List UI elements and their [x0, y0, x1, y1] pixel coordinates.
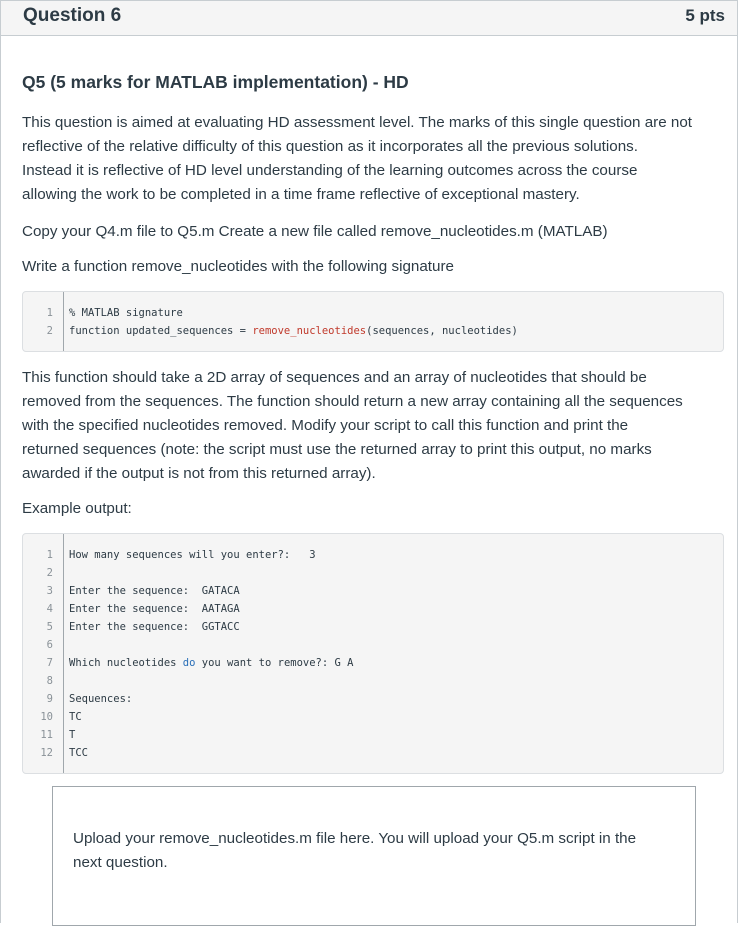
question-title: Question 6 — [23, 5, 122, 26]
code-text: function updated_sequences = remove_nucleotides(sequences, nucleotides) — [69, 325, 518, 337]
code-line — [23, 600, 723, 618]
upload-line: next question. — [73, 854, 168, 871]
line-number: 7 — [46, 657, 53, 669]
file-upload-area[interactable] — [52, 786, 696, 926]
line-number: 9 — [46, 693, 53, 705]
code-line — [23, 582, 723, 600]
intro-line: allowing the work to be completed in a time frame reflective of exceptional mastery. — [22, 186, 580, 203]
description-line: This function should take a 2D array of sequences and an array of nucleotides that should be — [22, 369, 647, 386]
line-number: 2 — [46, 567, 53, 579]
code-text: % MATLAB signature — [69, 307, 183, 319]
description-line: removed from the sequences. The function should return a new array containing all the sequences — [22, 393, 683, 410]
example-label: Example output: — [22, 500, 132, 517]
code-line — [23, 708, 723, 726]
code-line — [23, 618, 723, 636]
code-text: Enter the sequence: AATAGA — [69, 603, 240, 615]
code-text: Enter the sequence: GATACA — [69, 585, 240, 597]
signature-code-block[interactable] — [22, 291, 724, 352]
code-text: How many sequences will you enter?: 3 — [69, 549, 316, 561]
code-line — [23, 690, 723, 708]
line-number: 3 — [46, 585, 53, 597]
line-number: 6 — [46, 639, 53, 651]
description-line: awarded if the output is not from this returned array). — [22, 465, 376, 482]
line-number: 8 — [46, 675, 53, 687]
code-text: Sequences: — [69, 693, 133, 705]
copy-instruction: Copy your Q4.m file to Q5.m Create a new file called remove_nucleotides.m (MATLAB) — [22, 223, 608, 240]
code-text: TCC — [69, 747, 88, 759]
line-number: 5 — [46, 621, 53, 633]
code-line — [23, 546, 723, 564]
example-code-block[interactable] — [22, 533, 724, 774]
description-line: with the specified nucleotides removed. Modify your script to call this function and print the — [22, 417, 629, 434]
line-number: 1 — [46, 307, 53, 319]
question-heading: Q5 (5 marks for MATLAB implementation) - HD — [22, 72, 409, 92]
line-number: 11 — [40, 729, 53, 741]
question-header — [0, 0, 738, 36]
question-points: 5 pts — [685, 6, 725, 25]
description-paragraph — [22, 366, 722, 486]
code-line — [23, 744, 723, 762]
line-number: 1 — [46, 549, 53, 561]
code-line — [23, 672, 723, 690]
code-text: TC — [69, 711, 82, 723]
code-line — [23, 726, 723, 744]
intro-line: This question is aimed at evaluating HD assessment level. The marks of this single question are not — [22, 114, 692, 131]
code-text: T — [69, 729, 76, 741]
line-number: 10 — [40, 711, 53, 723]
line-number: 4 — [46, 603, 53, 615]
code-text: Enter the sequence: GGTACC — [69, 621, 240, 633]
description-line: returned sequences (note: the script must use the returned array to print this output, no marks — [22, 441, 652, 458]
write-instruction: Write a function remove_nucleotides with the following signature — [22, 258, 454, 275]
line-number: 12 — [40, 747, 53, 759]
code-line — [23, 322, 723, 340]
intro-paragraph — [22, 111, 722, 207]
code-text: Which nucleotides do you want to remove?: G A — [69, 657, 354, 669]
intro-line: reflective of the relative difficulty of this question as it incorporates all the previous solutions. — [22, 138, 638, 155]
line-number: 2 — [46, 325, 53, 337]
intro-line: Instead it is reflective of HD level understanding of the learning outcomes across the course — [22, 162, 638, 179]
upload-instructions — [73, 827, 673, 875]
upload-line: Upload your remove_nucleotides.m file here. You will upload your Q5.m script in the — [73, 830, 637, 847]
code-line — [23, 654, 723, 672]
code-line — [23, 564, 723, 582]
code-line — [23, 636, 723, 654]
code-line — [23, 304, 723, 322]
